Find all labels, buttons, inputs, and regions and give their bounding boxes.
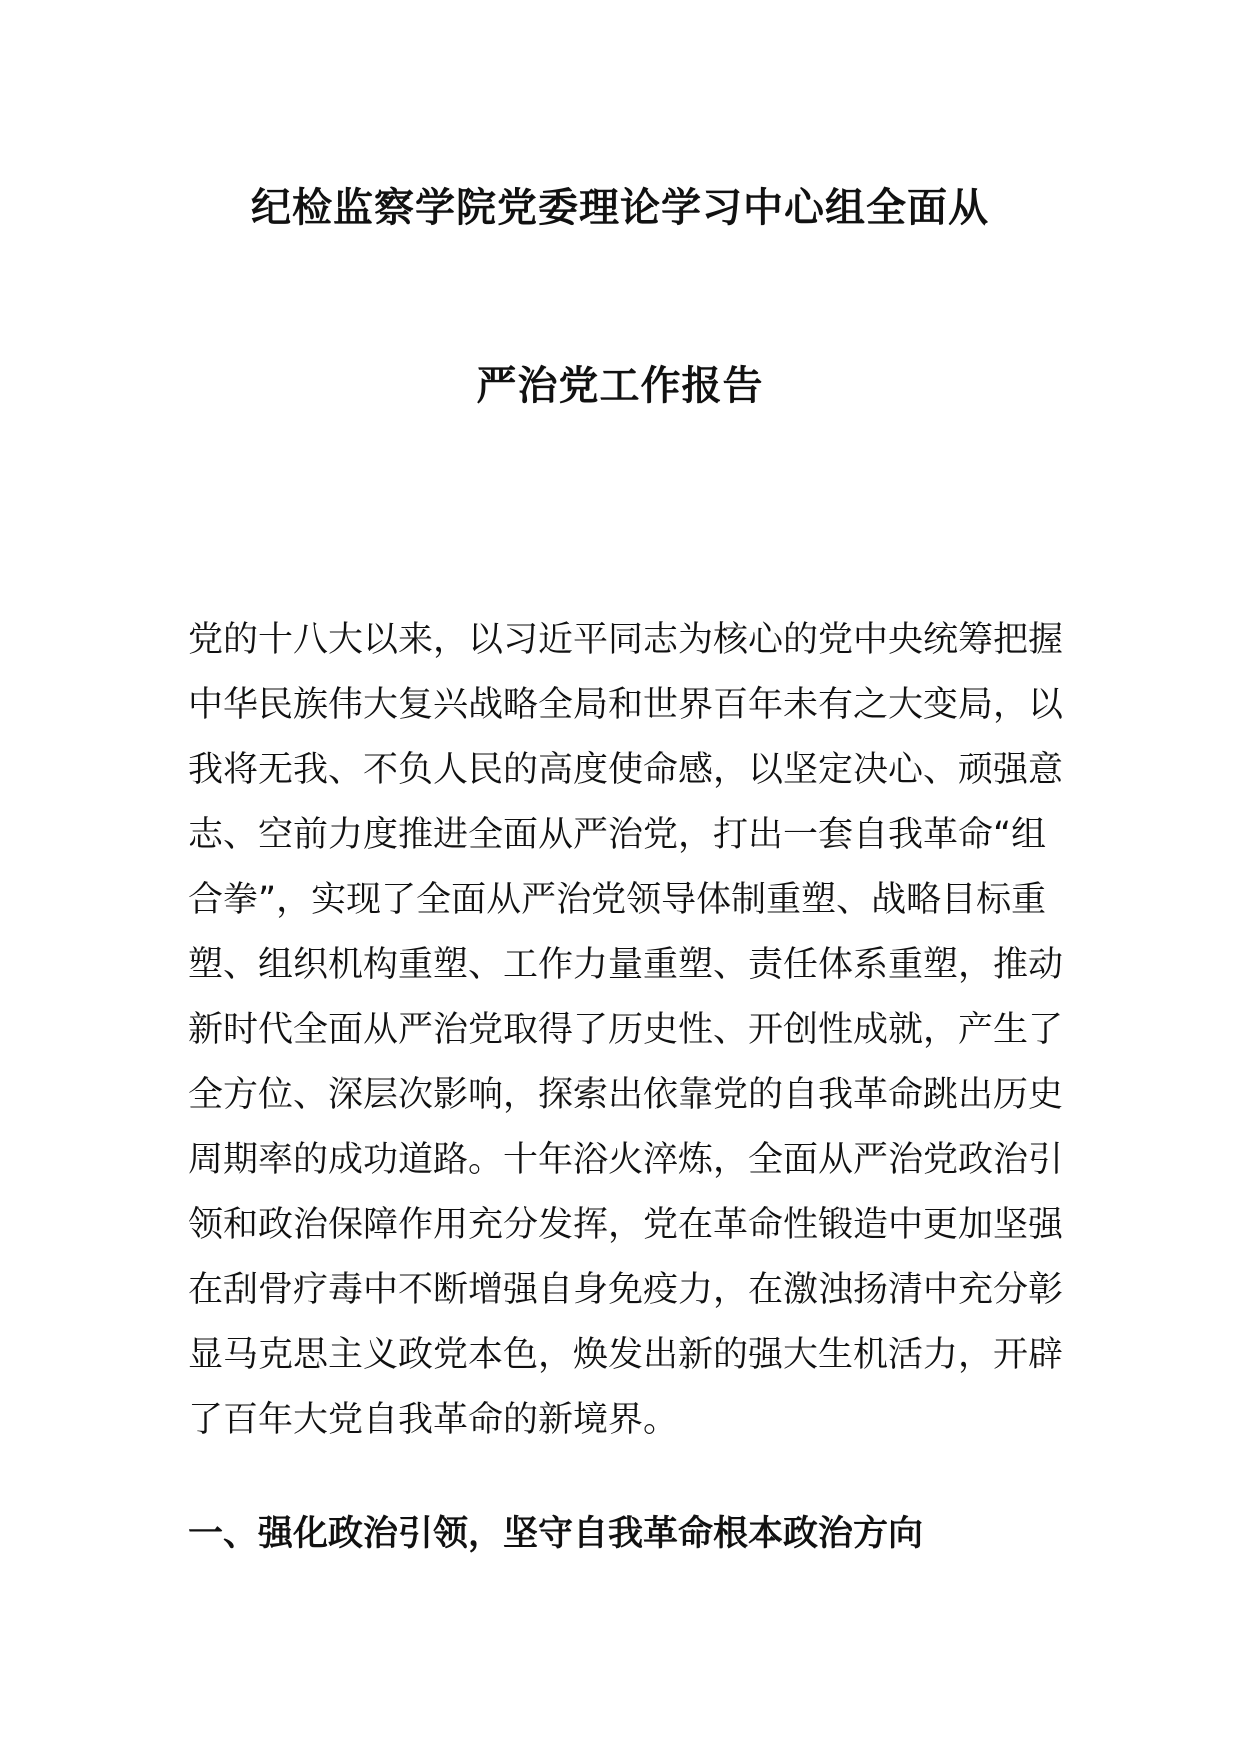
- paragraph-line: 合拳”，实现了全面从严治党领导体制重塑、战略目标重: [188, 880, 1047, 920]
- paragraph-line: 党的十八大以来，以习近平同志为核心的党中央统筹把握: [188, 620, 1064, 660]
- paragraph-line: 我将无我、不负人民的高度使命感，以坚定决心、顽强意: [188, 750, 1064, 790]
- paragraph-line: 塑、组织机构重塑、工作力量重塑、责任体系重塑，推动: [188, 945, 1064, 985]
- paragraph-line: 在刮骨疗毒中不断增强自身免疫力，在激浊扬清中充分彰: [188, 1270, 1064, 1310]
- paragraph-line: 全方位、深层次影响，探索出依靠党的自我革命跳出历史: [188, 1075, 1064, 1115]
- paragraph-line: 中华民族伟大复兴战略全局和世界百年未有之大变局，以: [188, 685, 1064, 725]
- paragraph-line: 领和政治保障作用充分发挥，党在革命性锻造中更加坚强: [188, 1205, 1064, 1245]
- document-title-line-2: 严治党工作报告: [476, 363, 764, 409]
- paragraph-line: 显马克思主义政党本色，焕发出新的强大生机活力，开辟: [188, 1335, 1064, 1375]
- paragraph-line: 志、空前力度推进全面从严治党，打出一套自我革命“组: [188, 815, 1047, 855]
- paragraph-line: 周期率的成功道路。十年浴火淬炼，全面从严治党政治引: [188, 1140, 1064, 1180]
- paragraph-line: 新时代全面从严治党取得了历史性、开创性成就，产生了: [188, 1010, 1064, 1050]
- paragraph-line: 了百年大党自我革命的新境界。: [188, 1400, 679, 1440]
- section-heading-1: 一、强化政治引领，坚守自我革命根本政治方向: [188, 1514, 924, 1554]
- intro-paragraph: [188, 608, 1064, 1453]
- document-title-line-1: 纪检监察学院党委理论学习中心组全面从: [251, 185, 989, 231]
